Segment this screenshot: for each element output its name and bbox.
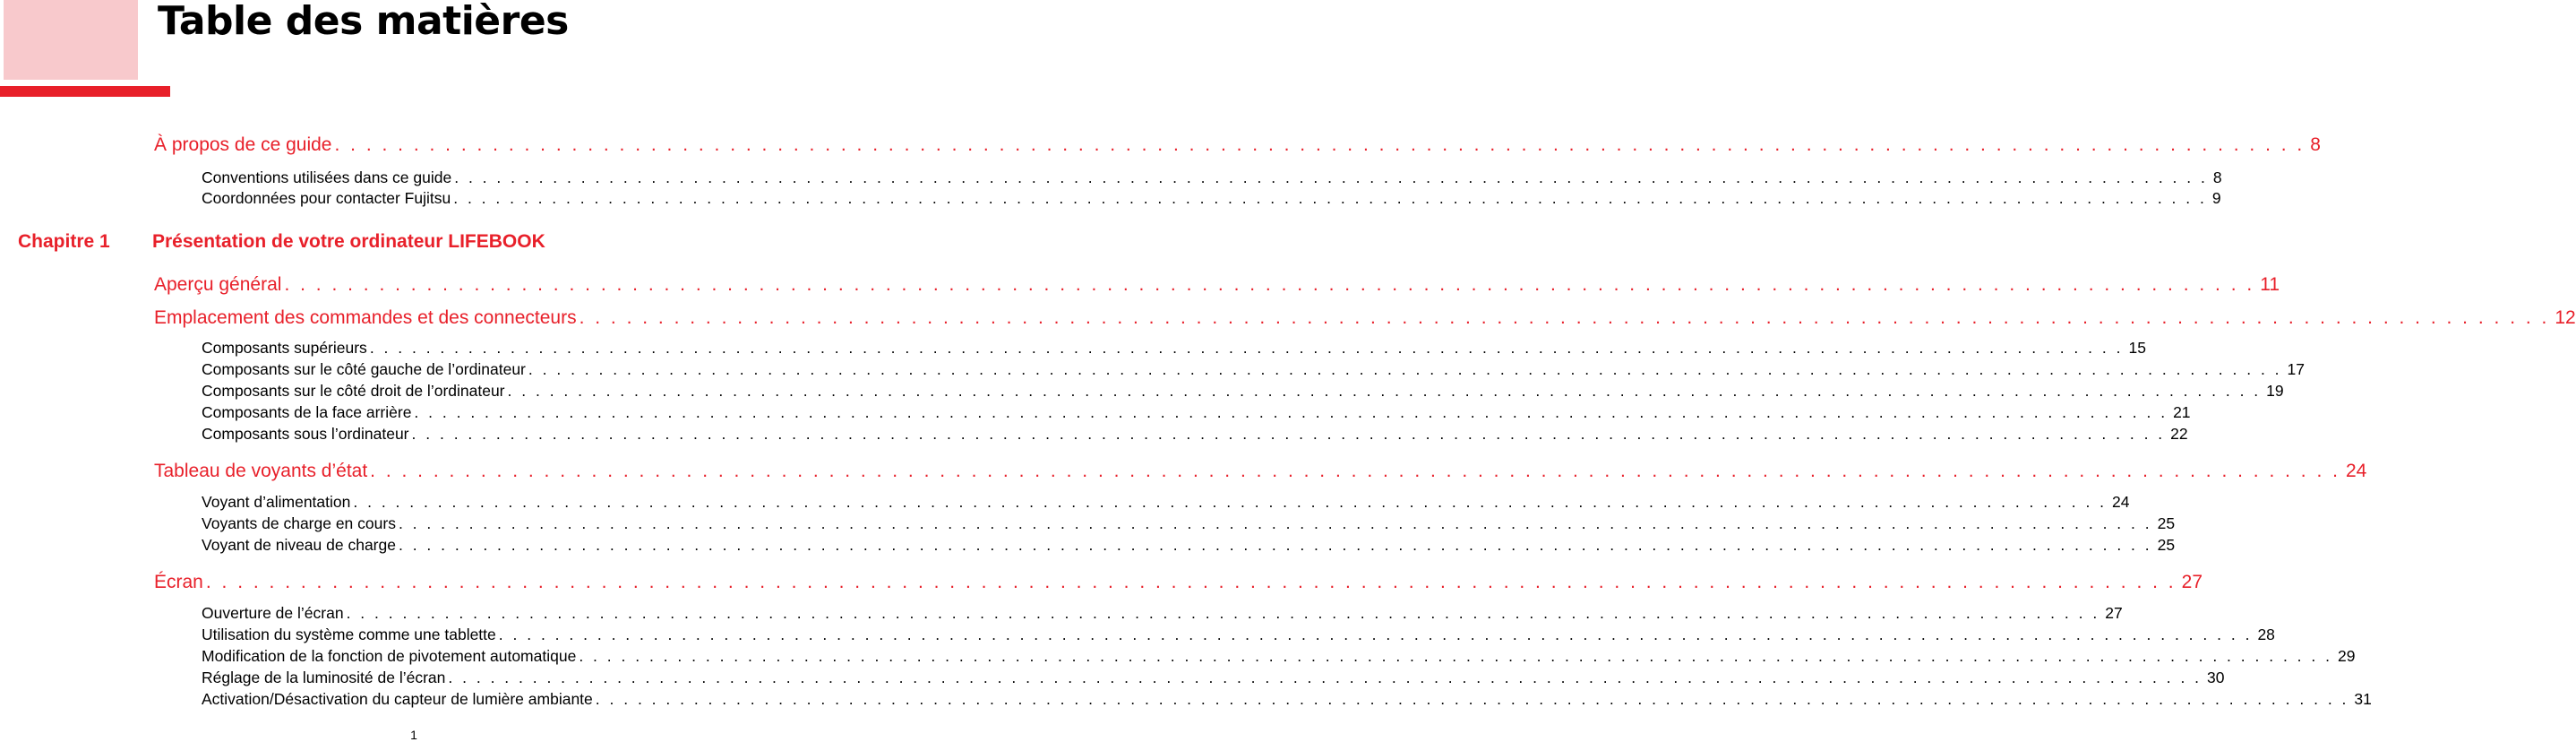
- toc-entry-page: 28: [2257, 626, 2275, 643]
- dot-leader: [593, 690, 2349, 709]
- dot-leader: [505, 382, 2262, 401]
- chapter-title: Présentation de votre ordinateur LIFEBOOK: [152, 231, 545, 252]
- toc-entry-title: Voyant d’alimentation: [202, 493, 351, 511]
- toc-entry-tablette[interactable]: [202, 626, 2275, 644]
- dot-leader: [396, 514, 2152, 533]
- dot-leader: [344, 604, 2100, 623]
- toc-entry-page: 19: [2266, 382, 2284, 400]
- toc-entry-pivotement[interactable]: [202, 647, 2356, 666]
- toc-entry-page: 8: [2310, 134, 2321, 155]
- toc-entry-page: 29: [2337, 647, 2356, 665]
- page-title: Table des matières: [158, 0, 569, 44]
- dot-leader: [451, 168, 2208, 187]
- toc-entry-title: Tableau de voyants d’état: [154, 461, 368, 481]
- toc-entry-title: Aperçu général: [154, 274, 282, 295]
- toc-entry-cote-gauche[interactable]: [202, 360, 2306, 379]
- toc-entry-title: Composants sur le côté gauche de l’ordinateur: [202, 360, 526, 378]
- dot-leader: [445, 669, 2202, 687]
- toc-entry-page: 12: [2555, 307, 2576, 328]
- toc-entry-page: 22: [2170, 425, 2188, 443]
- toc-entry-title: Composants sur le côté droit de l’ordinateur: [202, 382, 505, 400]
- toc-entry-title: Composants supérieurs: [202, 339, 367, 357]
- dot-leader: [281, 274, 2254, 296]
- chapter-label: Chapitre 1: [18, 231, 110, 252]
- toc-entry-page: 24: [2112, 493, 2130, 511]
- toc-entry-title: Modification de la fonction de pivotement automatique: [202, 647, 577, 665]
- toc-entry-page: 11: [2260, 274, 2280, 295]
- toc-entry-apercu[interactable]: [154, 274, 2280, 296]
- toc-entry-title: Coordonnées pour contacter Fujitsu: [202, 189, 451, 207]
- toc-entry-emplacement[interactable]: [154, 307, 2576, 329]
- dot-leader: [576, 647, 2332, 666]
- dot-leader: [411, 403, 2168, 422]
- toc-entry-coordonnees[interactable]: [202, 189, 2221, 208]
- toc-entry-a-propos[interactable]: [154, 134, 2321, 156]
- dot-leader: [350, 493, 2107, 512]
- toc-entry-ecran[interactable]: [154, 572, 2203, 593]
- toc-entry-niveau-charge[interactable]: [202, 536, 2176, 555]
- toc-entry-cote-droit[interactable]: [202, 382, 2284, 401]
- dot-leader: [526, 360, 2282, 379]
- dot-leader: [577, 307, 2550, 329]
- toc-entry-luminosite[interactable]: [202, 669, 2225, 687]
- toc-entry-title: Utilisation du système comme une tablette: [202, 626, 496, 643]
- toc-entry-title: Ouverture de l’écran: [202, 604, 344, 622]
- toc-entry-ouverture-ecran[interactable]: [202, 604, 2123, 623]
- toc-entry-title: Composants de la face arrière: [202, 403, 412, 421]
- dot-leader: [396, 536, 2152, 555]
- toc-entry-page: 25: [2157, 536, 2176, 554]
- toc-entry-composants-superieurs[interactable]: [202, 339, 2146, 358]
- toc-entry-voyants-charge[interactable]: [202, 514, 2176, 533]
- toc-entry-conventions[interactable]: [202, 168, 2222, 187]
- toc-entry-voyant-alimentation[interactable]: [202, 493, 2130, 512]
- toc-entry-title: Emplacement des commandes et des connecteurs: [154, 307, 577, 328]
- toc-entry-title: Réglage de la luminosité de l’écran: [202, 669, 446, 686]
- toc-entry-title: Voyant de niveau de charge: [202, 536, 396, 554]
- toc-entry-title: Composants sous l’ordinateur: [202, 425, 409, 443]
- toc-entry-page: 15: [2128, 339, 2146, 357]
- toc-entry-page: 21: [2173, 403, 2191, 421]
- toc-entry-sous-ordinateur[interactable]: [202, 425, 2188, 444]
- toc-entry-title: Conventions utilisées dans ce guide: [202, 168, 452, 186]
- toc-entry-page: 27: [2105, 604, 2123, 622]
- toc-entry-page: 17: [2287, 360, 2306, 378]
- toc-entry-face-arriere[interactable]: [202, 403, 2191, 422]
- dot-leader: [203, 572, 2177, 593]
- toc-entry-title: Voyants de charge en cours: [202, 514, 396, 532]
- dot-leader: [451, 189, 2207, 208]
- toc-entry-page: 25: [2157, 514, 2176, 532]
- dot-leader: [496, 626, 2253, 644]
- dot-leader: [331, 134, 2305, 156]
- toc-entry-page: 24: [2345, 461, 2367, 481]
- dot-leader: [367, 461, 2340, 482]
- dot-leader: [409, 425, 2166, 444]
- toc-entry-title: Écran: [154, 572, 203, 592]
- toc-entry-page: 8: [2212, 168, 2222, 186]
- toc-entry-page: 30: [2207, 669, 2225, 686]
- toc-entry-voyants-etat[interactable]: [154, 461, 2367, 482]
- toc-entry-page: 9: [2211, 189, 2221, 207]
- toc-entry-title: À propos de ce guide: [154, 134, 332, 155]
- toc-entry-page: 31: [2354, 690, 2372, 708]
- toc-entry-title: Activation/Désactivation du capteur de lumière ambiante: [202, 690, 593, 708]
- toc-entry-page: 27: [2181, 572, 2203, 592]
- dot-leader: [367, 339, 2124, 358]
- page-number: 1: [410, 728, 417, 742]
- toc-entry-capteur-lumiere[interactable]: [202, 690, 2372, 709]
